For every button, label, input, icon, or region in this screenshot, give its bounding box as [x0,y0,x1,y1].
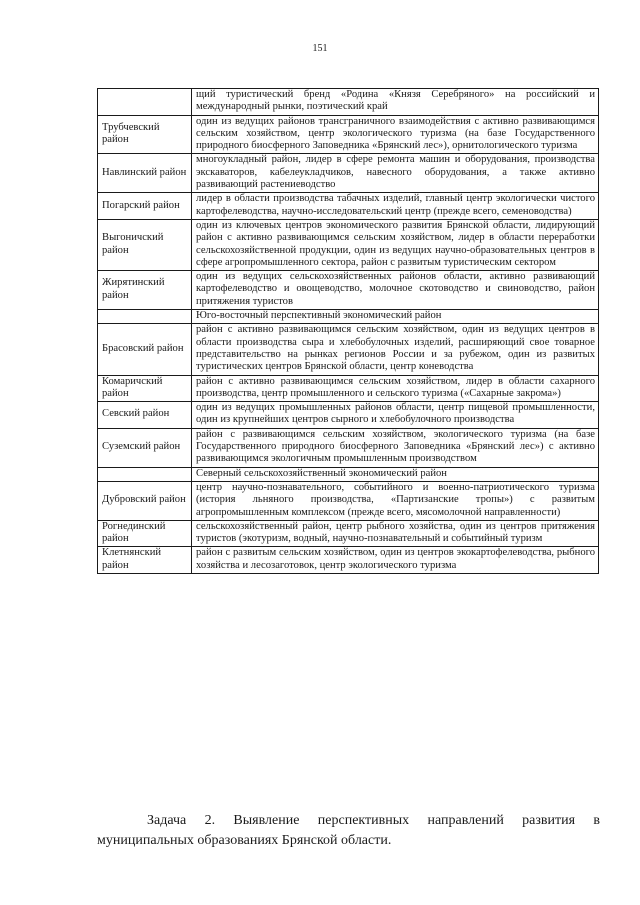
region-name: Жирятинский район [98,271,192,310]
region-name: Суземский район [98,428,192,467]
region-description: сельскохозяйственный район, центр рыбного хозяйства, один из центров притяжения туристов (экотуризм, водный, научно-познавательный и событийный туризм [192,520,599,547]
table-row [98,154,599,193]
table-row [98,193,599,220]
section-empty-cell [98,467,192,481]
region-description: один из ведущих сельскохозяйственных районов области, активно развивающий картофелеводство и овощеводство, молочное скотоводство и свиноводство, район притяжения туристов [192,271,599,310]
region-name: Дубровский район [98,481,192,520]
region-description: один из ведущих районов трансграничного взаимодействия с активно развивающимся сельским хозяйством, центр экологического туризма (на базе Государственного природного биосферного Заповедника «Брянский лес»), орнитологического туризма [192,115,599,154]
region-description: район с развитым сельским хозяйством, один из центров экокартофелеводства, рыбного хозяйства и лесозаготовок, центр экологического туризма [192,547,599,574]
region-name: Комаричский район [98,375,192,402]
region-description: район с развивающимся сельским хозяйством, экологического туризма (на базе Государственного природного биосферного Заповедника «Брянский лес») с активно развивающимся экологичным промышленным производством [192,428,599,467]
region-name: Погарский район [98,193,192,220]
table-row [98,89,599,116]
table-row [98,520,599,547]
region-name: Навлинский район [98,154,192,193]
region-description: лидер в области производства табачных изделий, главный центр экологически чистого картофелеводства, научно-исследовательский центр (прежде всего, семеноводства) [192,193,599,220]
task-paragraph: Задача 2. Выявление перспективных направлений развития в муниципальных образованиях Брянской области. [97,813,600,848]
region-description: один из ведущих промышленных районов области, центр пищевой промышленности, один из крупнейших центров сырного и хлебобулочного производства [192,402,599,429]
table-row [98,481,599,520]
section-empty-cell [98,310,192,324]
table-row [98,271,599,310]
table-row [98,547,599,574]
table-row [98,428,599,467]
region-description: район с активно развивающимся сельским хозяйством, лидер в области сахарного производства, центр промышленного и сельского туризма («Сахарные закрома») [192,375,599,402]
region-description: многоукладный район, лидер в сфере ремонта машин и оборудования, производства экскаваторов, кабелеукладчиков, навесного оборудования, а также активно развивающий растениеводство [192,154,599,193]
region-description: один из ключевых центров экономического развития Брянской области, лидирующий район с активно развивающимся сельским хозяйством, лидер в области переработки сельскохозяйственной продукции, один из ведущих научно-образовательных центров в сфере агропромышленного сектора, район с развитым туристическим сектором [192,219,599,270]
table-row [98,402,599,429]
region-name: Клетнянский район [98,547,192,574]
regions-table-body [98,89,599,574]
section-title: Северный сельскохозяйственный экономический район [192,467,599,481]
table-row [98,115,599,154]
section-row [98,467,599,481]
table-row [98,219,599,270]
section-row [98,310,599,324]
page-number: 151 [312,43,328,54]
table-row [98,324,599,375]
region-name: Рогнединский район [98,520,192,547]
region-name [98,89,192,116]
region-description: центр научно-познавательного, событийного и военно-патриотического туризма (история льняного производства, «Партизанские тропы») с развитым агропромышленным комплексом (прежде всего, мясомолочной направленности) [192,481,599,520]
table-row [98,375,599,402]
region-name: Брасовский район [98,324,192,375]
region-name: Трубчевский район [98,115,192,154]
region-name: Севский район [98,402,192,429]
region-description: район с активно развивающимся сельским хозяйством, один из ведущих центров в области производства сыра и хлебобулочных изделий, расширяющий свое товарное представительство на рынках регионов России и за рубежом, один из развитых туристических центров Брянской области, центр коневодства [192,324,599,375]
region-description: щий туристический бренд «Родина «Князя Серебряного» на российский и международный рынки, поэтический край [192,89,599,116]
region-name: Выгоничский район [98,219,192,270]
regions-table [97,88,599,574]
section-title: Юго-восточный перспективный экономический район [192,310,599,324]
